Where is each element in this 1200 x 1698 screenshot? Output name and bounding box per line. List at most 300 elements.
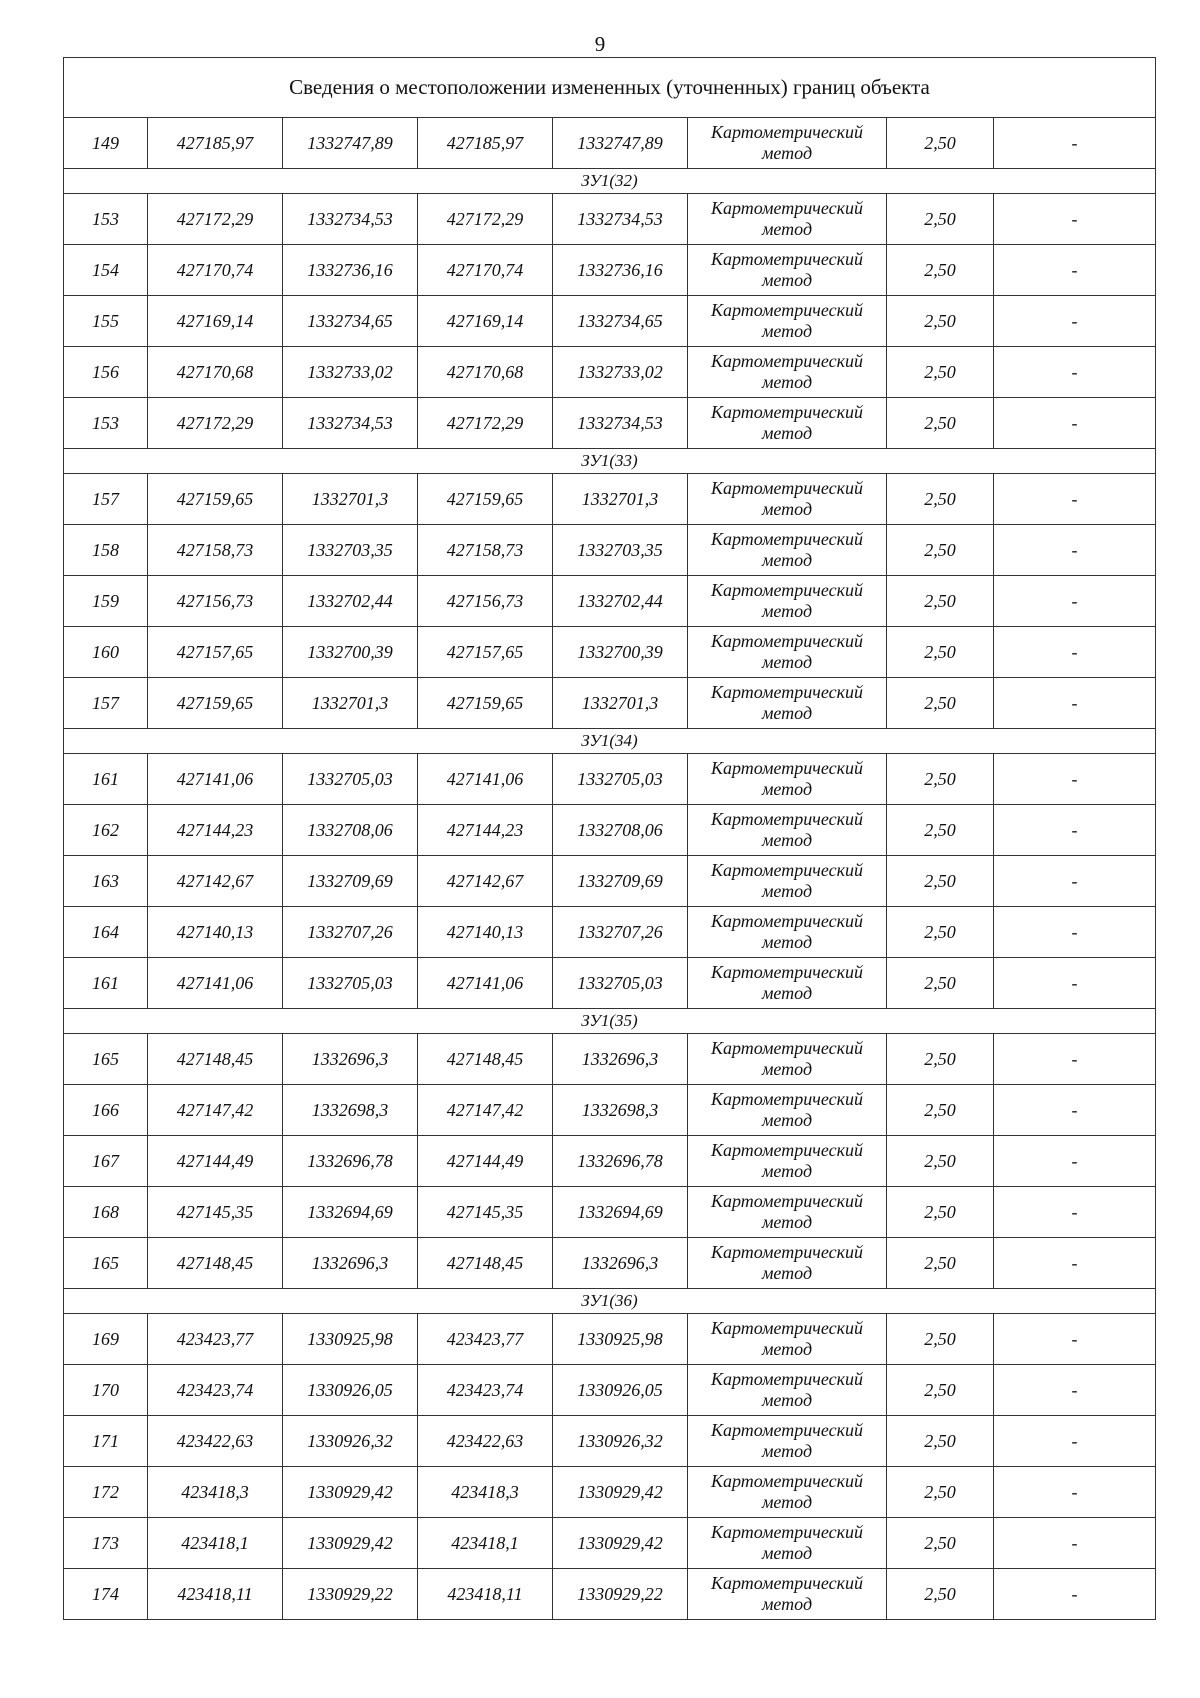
accuracy-cell: 2,50 [887,1365,994,1416]
x-refined-cell: 427172,29 [418,194,553,245]
x-refined-cell: 427156,73 [418,576,553,627]
x-refined-cell: 427147,42 [418,1085,553,1136]
y-existing-cell: 1332747,89 [283,118,418,169]
table-row [64,856,1156,907]
accuracy-cell: 2,50 [887,1085,994,1136]
x-existing-cell: 427141,06 [148,754,283,805]
method-cell [688,805,887,856]
x-refined-cell: 427148,45 [418,1034,553,1085]
method-line-2: метод [761,372,813,392]
table-row [64,1314,1156,1365]
method-line-1: Картометрический [710,682,863,702]
note-cell: - [994,118,1156,169]
parcel-group-row [64,1289,1156,1314]
point-number-cell: 159 [64,576,148,627]
method-line-2: метод [761,601,813,621]
x-existing-cell: 427147,42 [148,1085,283,1136]
x-existing-cell: 427158,73 [148,525,283,576]
x-refined-cell: 423423,74 [418,1365,553,1416]
method-cell [688,474,887,525]
method-line-1: Картометрический [710,1038,863,1058]
method-line-1: Картометрический [710,1318,863,1338]
method-line-2: метод [761,703,813,723]
note-cell: - [994,958,1156,1009]
table-row [64,627,1156,678]
method-line-1: Картометрический [710,1471,863,1491]
note-cell: - [994,627,1156,678]
y-existing-cell: 1332696,3 [283,1034,418,1085]
accuracy-cell: 2,50 [887,525,994,576]
note-cell: - [994,805,1156,856]
method-line-2: метод [761,881,813,901]
y-existing-cell: 1332705,03 [283,754,418,805]
accuracy-cell: 2,50 [887,1187,994,1238]
table-row [64,1518,1156,1569]
x-existing-cell: 427185,97 [148,118,283,169]
table-row [64,1187,1156,1238]
table-row [64,1238,1156,1289]
x-refined-cell: 427140,13 [418,907,553,958]
y-existing-cell: 1332709,69 [283,856,418,907]
y-refined-cell: 1332733,02 [553,347,688,398]
method-cell [688,398,887,449]
method-line-1: Картометрический [710,529,863,549]
table-row [64,1569,1156,1620]
y-existing-cell: 1332734,53 [283,398,418,449]
x-existing-cell: 423418,11 [148,1569,283,1620]
x-existing-cell: 427145,35 [148,1187,283,1238]
x-existing-cell: 427157,65 [148,627,283,678]
method-cell [688,754,887,805]
method-line-1: Картометрический [710,402,863,422]
method-line-2: метод [761,932,813,952]
method-cell [688,296,887,347]
method-line-2: метод [761,830,813,850]
table-row [64,194,1156,245]
method-line-1: Картометрический [710,1191,863,1211]
note-cell: - [994,1518,1156,1569]
method-line-2: метод [761,779,813,799]
method-line-1: Картометрический [710,122,863,142]
accuracy-cell: 2,50 [887,958,994,1009]
method-line-2: метод [761,1212,813,1232]
y-existing-cell: 1332700,39 [283,627,418,678]
y-existing-cell: 1330925,98 [283,1314,418,1365]
y-existing-cell: 1332701,3 [283,678,418,729]
y-refined-cell: 1330929,42 [553,1518,688,1569]
point-number-cell: 154 [64,245,148,296]
point-number-cell: 156 [64,347,148,398]
note-cell: - [994,398,1156,449]
note-cell: - [994,1314,1156,1365]
table-title: Сведения о местоположении измененных (уточненных) границ объекта [64,58,1156,118]
accuracy-cell: 2,50 [887,245,994,296]
y-refined-cell: 1332696,78 [553,1136,688,1187]
point-number-cell: 161 [64,754,148,805]
x-existing-cell: 427156,73 [148,576,283,627]
table-row [64,1136,1156,1187]
table-row [64,525,1156,576]
point-number-cell: 173 [64,1518,148,1569]
x-refined-cell: 423418,1 [418,1518,553,1569]
method-line-2: метод [761,270,813,290]
x-existing-cell: 427142,67 [148,856,283,907]
point-number-cell: 166 [64,1085,148,1136]
accuracy-cell: 2,50 [887,1314,994,1365]
page-number: 9 [594,32,606,56]
method-line-2: метод [761,1543,813,1563]
x-existing-cell: 423423,77 [148,1314,283,1365]
note-cell: - [994,576,1156,627]
method-line-2: метод [761,550,813,570]
x-existing-cell: 427170,74 [148,245,283,296]
point-number-cell: 160 [64,627,148,678]
method-line-1: Картометрический [710,351,863,371]
y-existing-cell: 1330929,42 [283,1467,418,1518]
method-line-1: Картометрический [710,249,863,269]
note-cell: - [994,194,1156,245]
method-cell [688,1034,887,1085]
note-cell: - [994,1365,1156,1416]
method-cell [688,576,887,627]
method-line-1: Картометрический [710,631,863,651]
table-row [64,576,1156,627]
accuracy-cell: 2,50 [887,907,994,958]
note-cell: - [994,907,1156,958]
x-existing-cell: 427148,45 [148,1034,283,1085]
accuracy-cell: 2,50 [887,805,994,856]
x-existing-cell: 427169,14 [148,296,283,347]
x-refined-cell: 427172,29 [418,398,553,449]
x-existing-cell: 423423,74 [148,1365,283,1416]
note-cell: - [994,1416,1156,1467]
method-cell [688,347,887,398]
method-line-1: Картометрический [710,198,863,218]
parcel-group-row [64,449,1156,474]
x-existing-cell: 427170,68 [148,347,283,398]
table-row [64,347,1156,398]
x-refined-cell: 427169,14 [418,296,553,347]
method-line-1: Картометрический [710,580,863,600]
y-refined-cell: 1332701,3 [553,678,688,729]
note-cell: - [994,754,1156,805]
table-row [64,474,1156,525]
x-existing-cell: 427159,65 [148,474,283,525]
parcel-group-label: ЗУ1(33) [64,449,1156,474]
method-line-1: Картометрический [710,1242,863,1262]
method-line-1: Картометрический [710,911,863,931]
note-cell: - [994,474,1156,525]
y-existing-cell: 1330929,42 [283,1518,418,1569]
point-number-cell: 157 [64,474,148,525]
note-cell: - [994,1085,1156,1136]
y-existing-cell: 1332736,16 [283,245,418,296]
method-cell [688,907,887,958]
y-existing-cell: 1332733,02 [283,347,418,398]
accuracy-cell: 2,50 [887,1467,994,1518]
parcel-group-label: ЗУ1(34) [64,729,1156,754]
y-existing-cell: 1332708,06 [283,805,418,856]
point-number-cell: 164 [64,907,148,958]
method-line-2: метод [761,143,813,163]
y-refined-cell: 1332705,03 [553,754,688,805]
note-cell: - [994,1136,1156,1187]
boundary-coordinates-table [63,57,1156,1620]
y-existing-cell: 1330926,32 [283,1416,418,1467]
method-line-2: метод [761,1390,813,1410]
x-refined-cell: 427159,65 [418,474,553,525]
method-cell [688,1085,887,1136]
y-refined-cell: 1332709,69 [553,856,688,907]
point-number-cell: 158 [64,525,148,576]
y-refined-cell: 1332734,65 [553,296,688,347]
x-refined-cell: 427170,74 [418,245,553,296]
method-cell [688,1416,887,1467]
x-existing-cell: 427140,13 [148,907,283,958]
note-cell: - [994,1467,1156,1518]
method-line-1: Картометрический [710,1369,863,1389]
y-existing-cell: 1332734,53 [283,194,418,245]
method-line-1: Картометрический [710,1522,863,1542]
method-line-1: Картометрический [710,1420,863,1440]
table-row [64,678,1156,729]
y-existing-cell: 1332702,44 [283,576,418,627]
x-existing-cell: 427141,06 [148,958,283,1009]
point-number-cell: 174 [64,1569,148,1620]
point-number-cell: 165 [64,1034,148,1085]
method-cell [688,627,887,678]
accuracy-cell: 2,50 [887,856,994,907]
method-line-1: Картометрический [710,1089,863,1109]
accuracy-cell: 2,50 [887,678,994,729]
accuracy-cell: 2,50 [887,194,994,245]
y-existing-cell: 1332734,65 [283,296,418,347]
method-cell [688,245,887,296]
note-cell: - [994,1569,1156,1620]
accuracy-cell: 2,50 [887,296,994,347]
method-cell [688,1238,887,1289]
x-existing-cell: 423418,3 [148,1467,283,1518]
point-number-cell: 161 [64,958,148,1009]
method-cell [688,1136,887,1187]
y-refined-cell: 1332696,3 [553,1034,688,1085]
x-refined-cell: 427145,35 [418,1187,553,1238]
x-refined-cell: 427157,65 [418,627,553,678]
y-refined-cell: 1330929,22 [553,1569,688,1620]
y-existing-cell: 1332705,03 [283,958,418,1009]
y-refined-cell: 1332705,03 [553,958,688,1009]
method-line-2: метод [761,1339,813,1359]
x-existing-cell: 423418,1 [148,1518,283,1569]
x-refined-cell: 427159,65 [418,678,553,729]
accuracy-cell: 2,50 [887,1136,994,1187]
method-line-2: метод [761,1161,813,1181]
parcel-group-label: ЗУ1(32) [64,169,1156,194]
y-refined-cell: 1332694,69 [553,1187,688,1238]
y-existing-cell: 1332696,78 [283,1136,418,1187]
table-row [64,754,1156,805]
x-refined-cell: 423423,77 [418,1314,553,1365]
note-cell: - [994,1034,1156,1085]
x-refined-cell: 427158,73 [418,525,553,576]
point-number-cell: 149 [64,118,148,169]
point-number-cell: 170 [64,1365,148,1416]
method-line-1: Картометрический [710,478,863,498]
method-line-1: Картометрический [710,860,863,880]
method-cell [688,118,887,169]
method-cell [688,1569,887,1620]
note-cell: - [994,245,1156,296]
note-cell: - [994,525,1156,576]
accuracy-cell: 2,50 [887,576,994,627]
accuracy-cell: 2,50 [887,347,994,398]
y-refined-cell: 1332702,44 [553,576,688,627]
method-cell [688,678,887,729]
table-row [64,398,1156,449]
accuracy-cell: 2,50 [887,1518,994,1569]
y-refined-cell: 1330926,32 [553,1416,688,1467]
x-refined-cell: 427141,06 [418,754,553,805]
method-cell [688,194,887,245]
table-row [64,907,1156,958]
parcel-group-row [64,1009,1156,1034]
y-existing-cell: 1330929,22 [283,1569,418,1620]
y-refined-cell: 1330929,42 [553,1467,688,1518]
y-existing-cell: 1330926,05 [283,1365,418,1416]
method-cell [688,958,887,1009]
method-cell [688,525,887,576]
x-existing-cell: 427172,29 [148,398,283,449]
accuracy-cell: 2,50 [887,398,994,449]
y-refined-cell: 1332703,35 [553,525,688,576]
parcel-group-label: ЗУ1(35) [64,1009,1156,1034]
point-number-cell: 155 [64,296,148,347]
table-title-row [64,58,1156,118]
method-line-2: метод [761,1441,813,1461]
y-existing-cell: 1332696,3 [283,1238,418,1289]
method-cell [688,1314,887,1365]
table-row [64,958,1156,1009]
accuracy-cell: 2,50 [887,1034,994,1085]
parcel-group-label: ЗУ1(36) [64,1289,1156,1314]
method-line-2: метод [761,499,813,519]
parcel-group-row [64,729,1156,754]
accuracy-cell: 2,50 [887,1416,994,1467]
y-existing-cell: 1332694,69 [283,1187,418,1238]
accuracy-cell: 2,50 [887,754,994,805]
table-row [64,1365,1156,1416]
note-cell: - [994,1238,1156,1289]
y-refined-cell: 1330926,05 [553,1365,688,1416]
x-existing-cell: 427159,65 [148,678,283,729]
y-existing-cell: 1332698,3 [283,1085,418,1136]
x-refined-cell: 427144,23 [418,805,553,856]
method-line-2: метод [761,219,813,239]
y-refined-cell: 1332747,89 [553,118,688,169]
y-refined-cell: 1332707,26 [553,907,688,958]
table-row [64,1467,1156,1518]
x-existing-cell: 427172,29 [148,194,283,245]
method-line-2: метод [761,1492,813,1512]
note-cell: - [994,678,1156,729]
point-number-cell: 168 [64,1187,148,1238]
note-cell: - [994,856,1156,907]
point-number-cell: 153 [64,194,148,245]
note-cell: - [994,296,1156,347]
x-existing-cell: 427148,45 [148,1238,283,1289]
method-line-1: Картометрический [710,1140,863,1160]
point-number-cell: 162 [64,805,148,856]
point-number-cell: 153 [64,398,148,449]
method-line-2: метод [761,1263,813,1283]
accuracy-cell: 2,50 [887,474,994,525]
table-row [64,1034,1156,1085]
accuracy-cell: 2,50 [887,1238,994,1289]
method-line-1: Картометрический [710,809,863,829]
y-refined-cell: 1332698,3 [553,1085,688,1136]
y-refined-cell: 1332734,53 [553,398,688,449]
x-existing-cell: 427144,49 [148,1136,283,1187]
table-body [64,58,1156,1620]
y-refined-cell: 1332701,3 [553,474,688,525]
x-refined-cell: 423422,63 [418,1416,553,1467]
method-line-1: Картометрический [710,1573,863,1593]
parcel-group-row [64,169,1156,194]
accuracy-cell: 2,50 [887,1569,994,1620]
point-number-cell: 165 [64,1238,148,1289]
y-refined-cell: 1332734,53 [553,194,688,245]
point-number-cell: 172 [64,1467,148,1518]
table-row [64,1416,1156,1467]
method-cell [688,1365,887,1416]
method-line-2: метод [761,1059,813,1079]
x-existing-cell: 427144,23 [148,805,283,856]
method-cell [688,1467,887,1518]
y-existing-cell: 1332703,35 [283,525,418,576]
accuracy-cell: 2,50 [887,627,994,678]
accuracy-cell: 2,50 [887,118,994,169]
method-cell [688,1187,887,1238]
y-existing-cell: 1332707,26 [283,907,418,958]
method-line-2: метод [761,652,813,672]
table-row [64,245,1156,296]
note-cell: - [994,1187,1156,1238]
note-cell: - [994,347,1156,398]
y-refined-cell: 1332700,39 [553,627,688,678]
y-refined-cell: 1332708,06 [553,805,688,856]
x-refined-cell: 427144,49 [418,1136,553,1187]
x-refined-cell: 427141,06 [418,958,553,1009]
y-existing-cell: 1332701,3 [283,474,418,525]
method-cell [688,1518,887,1569]
method-line-1: Картометрический [710,962,863,982]
x-refined-cell: 427170,68 [418,347,553,398]
point-number-cell: 167 [64,1136,148,1187]
point-number-cell: 169 [64,1314,148,1365]
y-refined-cell: 1332696,3 [553,1238,688,1289]
x-refined-cell: 427142,67 [418,856,553,907]
x-refined-cell: 423418,11 [418,1569,553,1620]
method-line-1: Картометрический [710,300,863,320]
method-line-2: метод [761,1110,813,1130]
method-line-2: метод [761,423,813,443]
table-row [64,118,1156,169]
method-line-1: Картометрический [710,758,863,778]
y-refined-cell: 1330925,98 [553,1314,688,1365]
point-number-cell: 157 [64,678,148,729]
method-line-2: метод [761,321,813,341]
x-refined-cell: 427148,45 [418,1238,553,1289]
